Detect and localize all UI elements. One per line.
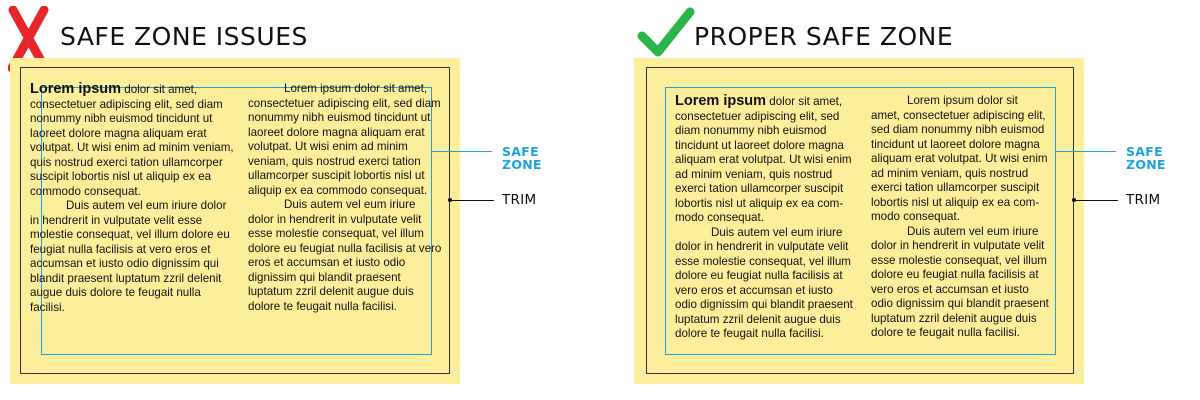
text-column-1 xyxy=(30,82,235,315)
text-column-1 xyxy=(675,94,853,342)
paragraph: Duis autem vel eum iriure dolor in hendrerit in vulputate velit esse molestie consequat, vel illum dolore eu feugiat nulla facilisis at vero eros et accumsan et iusto odio dignissim qui blandit praesent luptatum zzril delenit augue duis dolore te feugait nulla facilisi. xyxy=(871,224,1049,339)
trim-leader xyxy=(1074,200,1118,201)
lead-text: Lorem ipsum xyxy=(30,81,122,97)
paragraph: dolor sit amet, consectetuer adipiscing elit, sed diam nonummy nibh euismod tincidunt ut laoreet dolore magna aliquam erat volutpat. Ut wisi enim ad minim veniam, quis nostrud exerci tation ullamcorper suscipit lobortis nisl ut aliquip ex ea commodo consequat. xyxy=(30,83,234,198)
text-column-2 xyxy=(871,94,1049,341)
trim-label: TRIM xyxy=(1126,192,1161,208)
safe-label-line: SAFE xyxy=(1126,144,1163,159)
safe-zone-label xyxy=(1126,146,1166,171)
safe-zone-label xyxy=(502,146,542,171)
safe-label-line: ZONE xyxy=(1126,156,1166,172)
trim-leader xyxy=(450,200,494,201)
paragraph: Lorem ipsum dolor sit amet, consectetuer adipiscing elit, sed diam nonummy nibh euismod tincidunt ut laoreet dolore magna aliquam erat volutpat. Ut wisi enim ad minim veniam, quis nostrud exerci tation ullamcorper suscipit lobortis nisl ut aliquip ex ea commodo consequat. xyxy=(248,82,441,197)
text-column-2 xyxy=(248,82,444,314)
paragraph: Duis autem vel eum iriure dolor in hendrerit in vulputate velit esse molestie consequat, vel illum dolore eu feugiat nulla facilisis at vero eros et accumsan et iusto odio dignissim qui blandit praesent luptatum zzril delenit augue duis dolore te feugait nulla facilisi. xyxy=(675,225,853,340)
safe-label-line: SAFE xyxy=(502,144,539,159)
trim-label: TRIM xyxy=(502,192,537,208)
paragraph: dolor sit amet, consectetuer adipiscing elit, sed diam nonummy nibh euismod tincidunt ut laoreet dolore magna aliquam erat volutpat. Ut wisi enim ad minim veniam, quis nostrud exerci tation ullamcorper suscipit lobortis nisl ut aliquip ex ea com-modo consequat. xyxy=(675,95,852,224)
safe-zone-leader xyxy=(1056,151,1116,152)
issues-heading: SAFE ZONE ISSUES xyxy=(60,22,308,51)
checkmark-icon xyxy=(637,6,695,62)
safe-zone-leader xyxy=(432,151,492,152)
lead-text: Lorem ipsum xyxy=(675,93,767,109)
paragraph: Duis autem vel eum iriure dolor in hendrerit in vulputate velit esse molestie consequat, vel illum dolore eu feugiat nulla facilisis at vero eros et accumsan et iusto odio dignissim qui blandit praesent luptatum zzril delenit augue duis dolore te feugait nulla facilisi. xyxy=(30,199,230,314)
safe-label-line: ZONE xyxy=(502,156,542,172)
paragraph: Lorem ipsum dolor sit amet, consectetuer adipiscing elit, sed diam nonummy nibh euismod tincidunt ut laoreet dolore magna aliquam erat volutpat. Ut wisi enim ad minim veniam, quis nostrud exerci tation ullamcorper suscipit lobortis nisl ut aliquip ex ea com-modo consequat. xyxy=(871,94,1048,223)
paragraph: Duis autem vel eum iriure dolor in hendrerit in vulputate velit esse molestie consequat, vel illum dolore eu feugiat nulla facilisis at vero eros et accumsan et iusto odio dignissim qui blandit praesent luptatum zzril delenit augue duis dolore te feugait nulla facilisi. xyxy=(248,198,442,313)
proper-heading: PROPER SAFE ZONE xyxy=(694,22,954,51)
